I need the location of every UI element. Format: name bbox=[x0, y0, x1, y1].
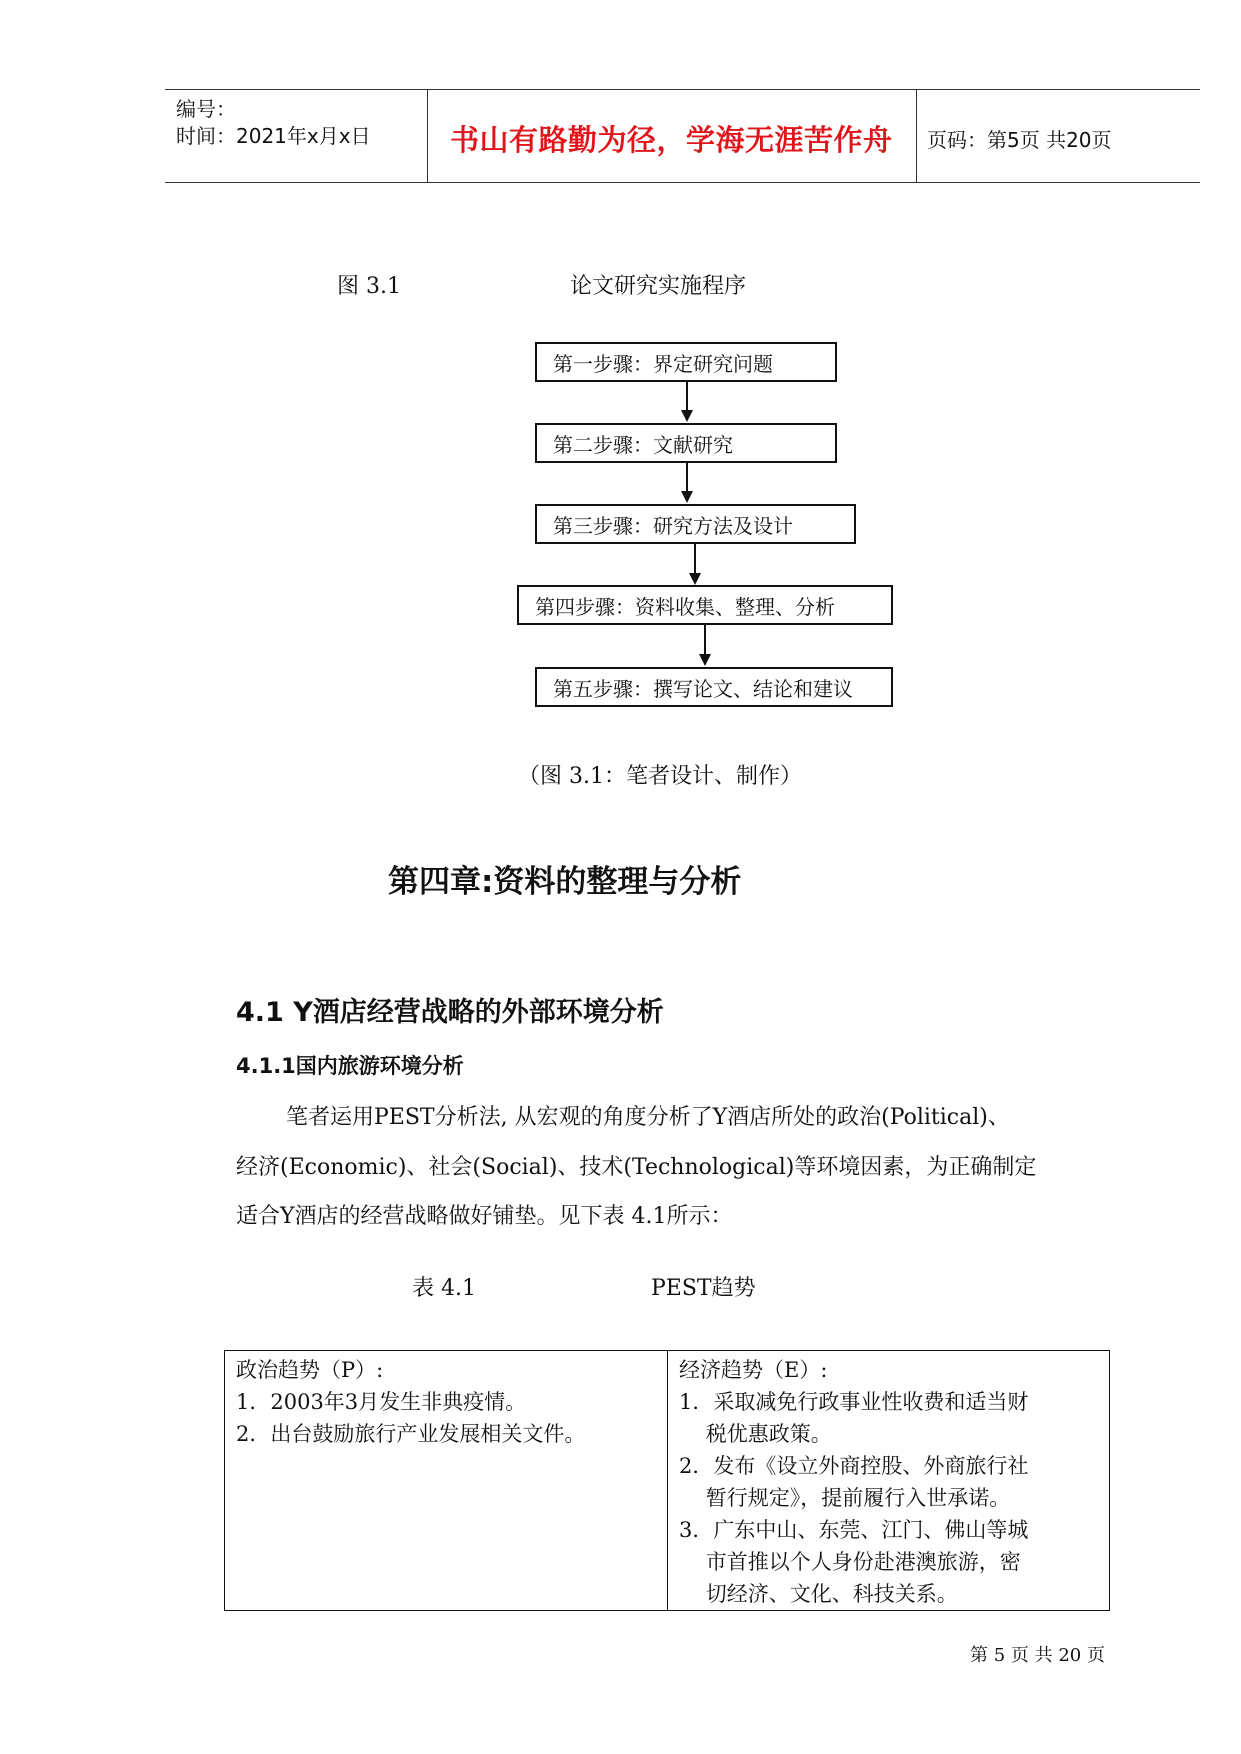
paragraph-line-2: 经济(Economic)、社会(Social)、技术(Technological)等环境因素，为正确制定 bbox=[236, 1155, 1037, 1180]
flow-arrow-2-line bbox=[686, 463, 688, 493]
flow-arrow-3-line bbox=[694, 544, 696, 575]
flow-step-4: 第四步骤：资料收集、整理、分析 bbox=[517, 585, 893, 625]
header-number-label: 编号： bbox=[176, 97, 236, 121]
table-caption-title: PEST趋势 bbox=[651, 1276, 756, 1301]
economic-line: 市首推以个人身份赴港澳旅游，密 bbox=[679, 1550, 1021, 1574]
table-caption-number: 表 4.1 bbox=[412, 1276, 476, 1301]
header-top-rule bbox=[165, 89, 1200, 90]
header-motto: 书山有路勤为径，学海无涯苦作舟 bbox=[450, 123, 893, 157]
header-bottom-rule bbox=[165, 182, 1200, 183]
economic-line: 暂行规定》，提前履行入世承诺。 bbox=[679, 1486, 1011, 1510]
economic-line: 税优惠政策。 bbox=[679, 1422, 832, 1446]
pest-table-divider bbox=[667, 1350, 668, 1611]
political-line: 1．2003年3月发生非典疫情。 bbox=[236, 1390, 527, 1414]
flow-arrow-1-line bbox=[686, 382, 688, 412]
flow-step-3: 第三步骤：研究方法及设计 bbox=[535, 504, 856, 544]
political-line: 2．出台鼓励旅行产业发展相关文件。 bbox=[236, 1422, 586, 1446]
figure-caption-title: 论文研究实施程序 bbox=[570, 274, 747, 299]
economic-line: 经济趋势（E）: bbox=[679, 1358, 828, 1382]
flow-arrow-2-head bbox=[681, 491, 693, 503]
figure-source-note: （图 3.1：笔者设计、制作） bbox=[518, 764, 802, 789]
paragraph-line-1: 笔者运用PEST分析法, 从宏观的角度分析了Y酒店所处的政治(Political)、 bbox=[286, 1105, 1010, 1130]
chapter-title: 第四章:资料的整理与分析 bbox=[388, 864, 742, 900]
header-page-info: 页码：第5页 共20页 bbox=[927, 128, 1112, 152]
flow-step-2: 第二步骤：文献研究 bbox=[535, 423, 837, 463]
figure-caption-number: 图 3.1 bbox=[337, 274, 401, 299]
flow-step-1: 第一步骤：界定研究问题 bbox=[535, 342, 837, 382]
economic-line: 3．广东中山、东莞、江门、佛山等城 bbox=[679, 1518, 1029, 1542]
paragraph-line-3: 适合Y酒店的经营战略做好铺垫。见下表 4.1所示： bbox=[236, 1204, 733, 1229]
subsection-title: 4.1.1国内旅游环境分析 bbox=[236, 1054, 464, 1078]
flow-arrow-1-head bbox=[681, 410, 693, 422]
header-divider-right bbox=[916, 89, 917, 182]
economic-line: 切经济、文化、科技关系。 bbox=[679, 1582, 958, 1606]
pest-cell-political bbox=[236, 1354, 585, 1450]
header-divider-left bbox=[427, 89, 428, 182]
political-line: 政治趋势（P）: bbox=[236, 1358, 384, 1382]
pest-cell-economic bbox=[679, 1354, 1028, 1610]
section-title: 4.1 Y酒店经营战略的外部环境分析 bbox=[236, 997, 664, 1028]
economic-line: 2．发布《设立外商控股、外商旅行社 bbox=[679, 1454, 1029, 1478]
flow-arrow-3-head bbox=[689, 573, 701, 585]
flow-arrow-4-line bbox=[704, 625, 706, 656]
flow-arrow-4-head bbox=[699, 654, 711, 666]
economic-line: 1．采取减免行政事业性收费和适当财 bbox=[679, 1390, 1029, 1414]
page-footer: 第 5 页 共 20 页 bbox=[970, 1645, 1105, 1666]
flow-step-5: 第五步骤：撰写论文、结论和建议 bbox=[535, 667, 893, 707]
header-time: 时间：2021年x月x日 bbox=[176, 124, 371, 148]
